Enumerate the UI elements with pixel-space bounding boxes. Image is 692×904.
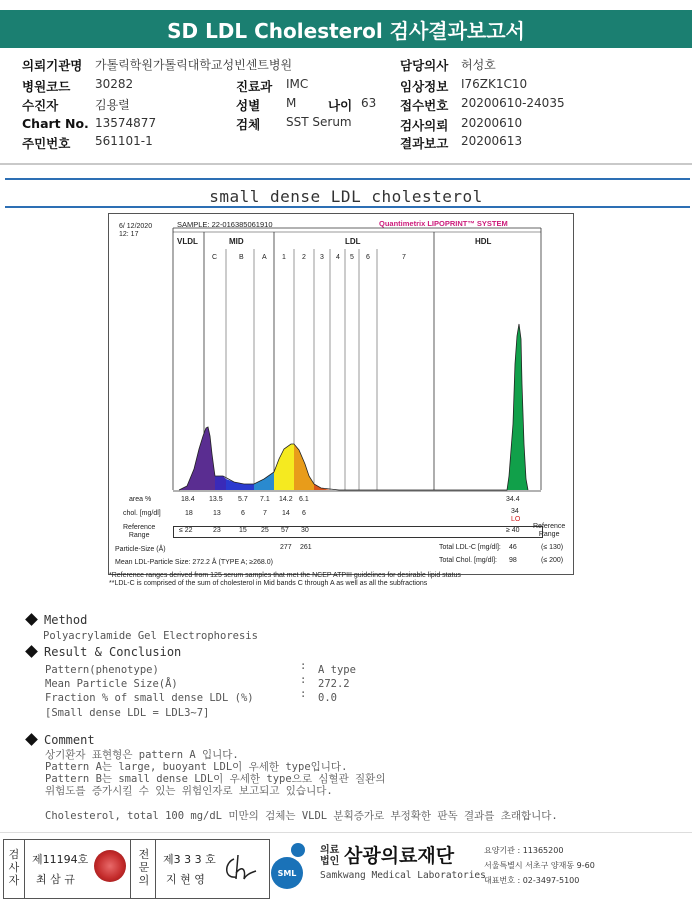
result-pattern-value: A type: [318, 664, 356, 676]
hospital-code-value: 30282: [95, 77, 134, 91]
report-date-value: 20200613: [461, 134, 523, 148]
clinical-label: 임상정보: [400, 79, 449, 94]
area-ldl-1: 14.2: [279, 496, 293, 503]
report-title: SD LDL Cholesterol 검사결과보고서: [167, 18, 525, 43]
chol-mid-b: 6: [241, 510, 245, 517]
chol-hdl-flag: LO: [511, 516, 521, 523]
ref-mid-b: 15: [239, 527, 247, 534]
reference-note-2: **LDL-C is comprised of the sum of cholesterol in Mid bands C through A as well as all the subfractions: [109, 580, 428, 587]
comment-heading: Comment: [25, 733, 95, 747]
specimen-label: 검체: [236, 117, 261, 132]
zone-vldl-label: VLDL: [177, 237, 198, 246]
sex-label: 성별: [236, 98, 261, 113]
mid-a-area: [254, 472, 274, 490]
ldl1-area: [274, 444, 294, 490]
ref-right-label: Reference Range: [533, 523, 566, 538]
institution-value: 가톨릭학원가톨릭대학교성빈센트병원: [95, 58, 293, 72]
mean-ldl-size: Mean LDL-Particle Size: 272.2 Å (TYPE A; ≥268.0): [115, 559, 273, 566]
tester-license: 제11194호: [32, 853, 89, 866]
ref-vldl: ≤ 22: [179, 527, 193, 534]
ref-hdl: ≥ 40: [506, 527, 520, 534]
contact-code: 요양기관 : 11365200: [484, 846, 564, 855]
blue-rule-bottom: [5, 206, 690, 208]
contact-address: 서울특별시 서초구 양재동 9-60: [484, 861, 595, 870]
result-size-value: 272.2: [318, 678, 350, 690]
ref-mid-a: 25: [261, 527, 269, 534]
area-mid-b: 5.7: [238, 496, 248, 503]
total-chol-value: 98: [509, 557, 517, 564]
chol-hdl: 34: [511, 508, 519, 515]
total-chol-label: Total Chol. [mg/dl]:: [439, 557, 497, 564]
ref-ldl-2: 30: [301, 527, 309, 534]
sml-logo-icon: SML: [271, 843, 307, 891]
section-title: small dense LDL cholesterol: [209, 187, 483, 206]
band-ldl-2: 2: [302, 254, 306, 261]
zone-ldl-label: LDL: [345, 237, 361, 246]
band-ldl-6: 6: [366, 254, 370, 261]
rrn-value: 561101-1: [95, 134, 153, 148]
institution-label: 의뢰기관명: [22, 58, 83, 73]
ref-box: [173, 526, 543, 538]
request-label: 검사의뢰: [400, 118, 449, 133]
result-row-label: Mean Particle Size(Å): [45, 678, 178, 690]
total-chol-ref: (≤ 200): [541, 557, 564, 564]
rrn-label: 주민번호: [22, 136, 71, 151]
comment-line: Pattern A는 large, buoyant LDL이 우세한 type입니다.: [45, 761, 348, 773]
org-english-name: Samkwang Medical Laboratories: [320, 870, 486, 881]
result-heading: Result & Conclusion: [25, 645, 181, 659]
doctor-label: 담당의사: [400, 58, 449, 73]
particle-ldl-1: 277: [280, 544, 292, 551]
band-ldl-4: 4: [336, 254, 340, 261]
blue-rule-top: [5, 178, 690, 180]
comment-line: 상기환자 표현형은 pattern A 입니다.: [45, 749, 239, 761]
band-ldl-3: 3: [320, 254, 324, 261]
bullet-diamond-icon: [25, 613, 38, 626]
brand-label: Quantimetrix LIPOPRINT™ SYSTEM: [379, 219, 508, 228]
result-note: [Small dense LDL = LDL3~7]: [45, 707, 210, 719]
method-text: Polyacrylamide Gel Electrophoresis: [43, 630, 258, 642]
reviewer-license: 제3 3 3 호: [163, 853, 216, 866]
signature-footer: [0, 832, 692, 904]
report-title-bar: [0, 10, 692, 48]
mid-b-area: [226, 479, 254, 490]
print-date: 6/ 12/2020: [119, 223, 153, 230]
age-value: 63: [361, 96, 377, 110]
receipt-label: 접수번호: [400, 98, 449, 113]
doctor-value: 허성호: [461, 58, 496, 72]
result-row-sep: :: [300, 674, 307, 686]
specimen-value: SST Serum: [286, 115, 352, 129]
clinical-value: I76ZK1C10: [461, 77, 528, 91]
bullet-diamond-icon: [25, 645, 38, 658]
chart-no-value: 13574877: [95, 116, 157, 130]
band-mid-a: A: [262, 254, 267, 261]
result-fraction-value: 0.0: [318, 692, 337, 704]
reviewer-label: 전문의: [138, 848, 150, 887]
chol-ldl-2: 6: [302, 510, 306, 517]
band-mid-c: C: [212, 254, 218, 261]
reference-note-1: *Reference ranges derived from 125 serum samples that met the NCEP ATPIII guidelines for desirable lipid status: [109, 572, 461, 579]
lipoprint-report: [108, 213, 574, 575]
chart-no-label: Chart No.: [22, 116, 89, 131]
dept-value: IMC: [286, 77, 309, 91]
chol-ldl-1: 14: [282, 510, 290, 517]
particle-ldl-2: 261: [300, 544, 312, 551]
ref-ldl-1: 57: [281, 527, 289, 534]
tester-name: 최 삼 규: [36, 873, 75, 886]
dept-label: 진료과: [236, 79, 273, 94]
area-ldl-2: 6.1: [299, 496, 309, 503]
patient-info-block: [0, 50, 692, 160]
ldl2-area: [294, 444, 314, 490]
print-time: 12: 17: [119, 231, 139, 238]
reviewer-name: 지 현 영: [166, 873, 205, 886]
chol-mid-c: 13: [213, 510, 221, 517]
report-date-label: 결과보고: [400, 136, 449, 151]
hospital-code-label: 병원코드: [22, 79, 71, 94]
ref-mid-c: 23: [213, 527, 221, 534]
area-mid-a: 7.1: [260, 496, 270, 503]
total-ldl-label: Total LDL-C [mg/dl]:: [439, 544, 501, 551]
org-name: 삼광의료재단: [344, 845, 455, 867]
receipt-value: 20200610-24035: [461, 96, 565, 110]
chol-vldl: 18: [185, 510, 193, 517]
zone-hdl-label: HDL: [475, 237, 492, 246]
org-prefix: 의료 법인: [320, 845, 340, 867]
divider: [0, 163, 692, 165]
ref-row-label: Reference Range: [123, 524, 156, 539]
comment-line: Pattern B는 small dense LDL이 우세한 type으로 심혈관 질환의: [45, 773, 386, 785]
patient-value: 김용렬: [95, 98, 130, 112]
result-row-sep: :: [300, 688, 307, 700]
area-vldl: 18.4: [181, 496, 195, 503]
electrophoresis-plot: [109, 214, 573, 574]
sex-value: M: [286, 96, 297, 110]
band-ldl-5: 5: [350, 254, 354, 261]
contact-phone: 대표번호 : 02-3497-5100: [484, 876, 580, 885]
patient-label: 수진자: [22, 98, 59, 113]
area-row-label: area %: [129, 496, 152, 503]
request-value: 20200610: [461, 116, 523, 130]
band-ldl-1: 1: [282, 254, 286, 261]
band-mid-b: B: [239, 254, 244, 261]
method-heading: Method: [25, 613, 87, 627]
area-hdl: 34.4: [506, 496, 520, 503]
result-row-sep: :: [300, 660, 307, 672]
result-row-label: Fraction % of small dense LDL (%): [45, 692, 254, 704]
comment-line: Cholesterol, total 100 mg/dL 미만의 검체는 VLDL 분획증가로 부정확한 판독 결과를 초래합니다.: [45, 810, 558, 822]
comment-line: 위험도를 증가시킬 수 있는 위험인자로 보고되고 있습니다.: [45, 785, 333, 797]
tester-label: 검사자: [8, 848, 20, 887]
band-ldl-7: 7: [402, 254, 406, 261]
age-label: 나이: [328, 98, 353, 113]
area-mid-c: 13.5: [209, 496, 223, 503]
seal-stamp-icon: [94, 850, 126, 882]
signature-icon: [220, 849, 264, 885]
mid-c-area: [215, 476, 226, 490]
chol-row-label: chol. [mg/dl]: [123, 510, 161, 517]
total-ldl-value: 46: [509, 544, 517, 551]
total-ldl-ref: (≤ 130): [541, 544, 564, 551]
zone-mid-label: MID: [229, 237, 244, 246]
chol-mid-a: 7: [263, 510, 267, 517]
particle-row-label: Particle-Size (Å): [115, 546, 166, 553]
bullet-diamond-icon: [25, 733, 38, 746]
sample-id: SAMPLE: 22-016385061910: [177, 220, 273, 229]
result-row-label: Pattern(phenotype): [45, 664, 159, 676]
